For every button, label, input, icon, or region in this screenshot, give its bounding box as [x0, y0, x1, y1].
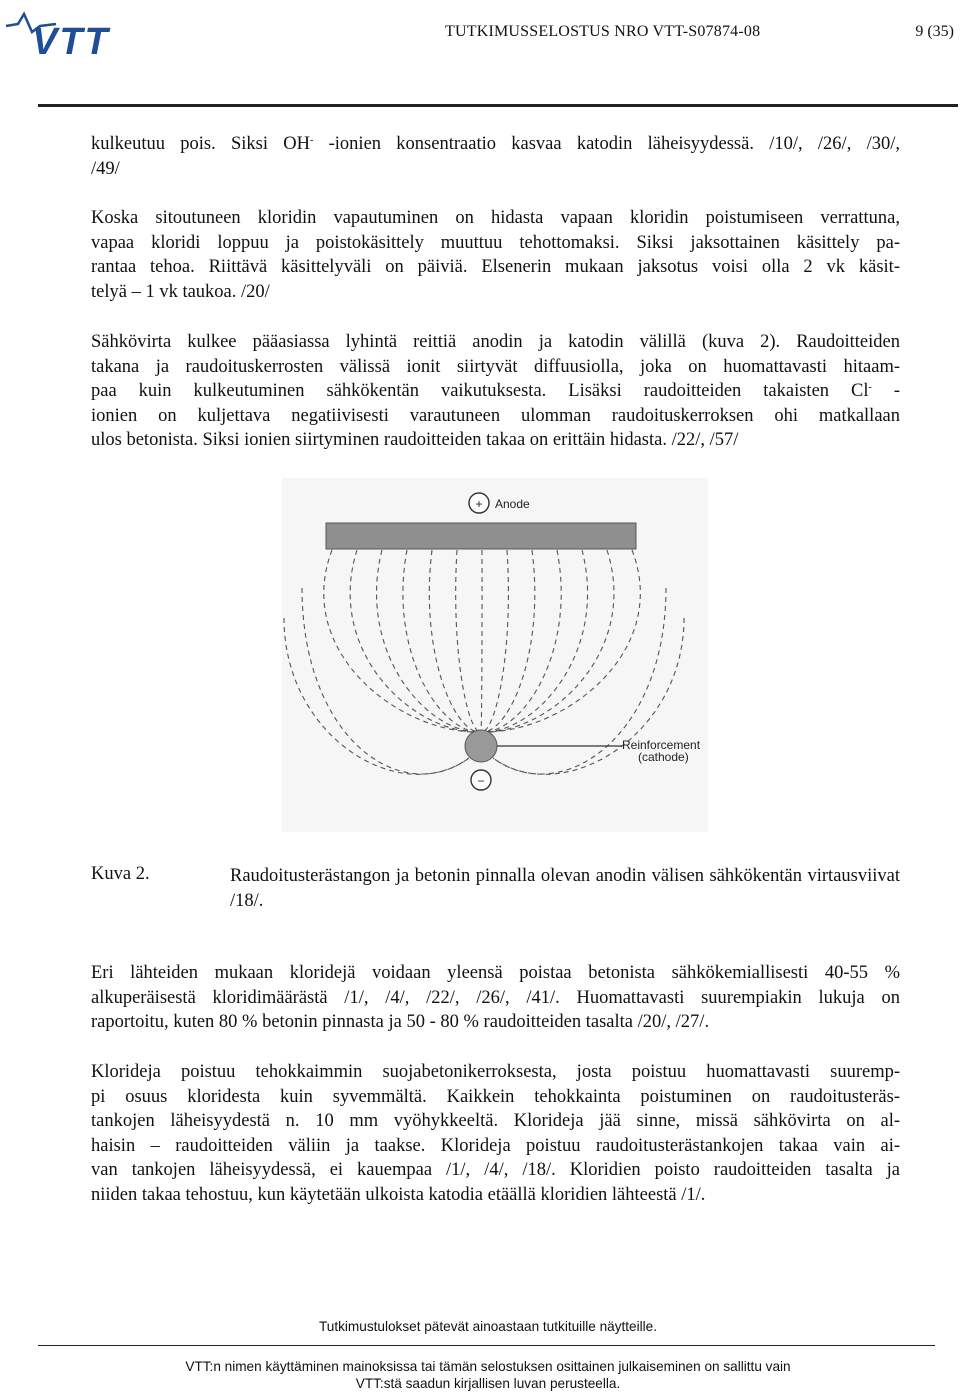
text-line: telyä – 1 vk taukoa. /20/ [91, 281, 270, 302]
footer-legal-line: VTT:n nimen käyttäminen mainoksissa tai tämän selostuksen osittainen julkaiseminen on sallittu vain [185, 1359, 791, 1374]
text-line: alkuperäisestä kloridimäärästä /1/, /4/, /22/, /26/, /41/. Huomattavasti suurempiakin lukuja on [91, 987, 900, 1008]
text-line: tankojen läheisyydestä n. 10 mm vyöhykkeeltä. Klorideja jää sinne, missä sähkövirta on al- [91, 1111, 900, 1132]
text-line: kulkeutuu pois. Siksi OH- -ionien konsentraatio kasvaa katodin läheisyydessä. /10/, /26/, /30/, [91, 134, 900, 154]
paragraph-4 [91, 961, 900, 1035]
text-line: Klorideja poistuu tehokkaimmin suojabetonikerroksesta, josta poistuu huomattavasti suuremp- [91, 1062, 900, 1082]
logo-text: VTT [32, 21, 110, 60]
figure-caption-text: Raudoitusterästangon ja betonin pinnalla olevan anodin välisen sähkökentän virtausviivat /18/. [230, 866, 900, 911]
text-line: /49/ [91, 158, 120, 179]
cathode-rebar [465, 730, 497, 762]
text-line: raportoitu, kuten 80 % betonin pinnasta ja 50 - 80 % raudoitteiden tasalta /20/, /27/. [91, 1012, 710, 1033]
text-line: Sähkövirta kulkee pääasiassa lyhintä reittiä anodin ja katodin välillä (kuva 2). Raudoitteiden [91, 332, 900, 352]
text-line: vapaa kloridi loppuu ja poistokäsittely muuttuu tehottomaksi. Siksi jaksottainen käsittely pa- [91, 232, 900, 253]
vtt-logo [2, 4, 142, 60]
text-line: rantaa tehoa. Riittävä käsittelyväli on päiviä. Elsenerin mukaan jaksotus voisi olla 2 vk käsit- [91, 257, 900, 278]
anode-label: Anode [495, 497, 530, 511]
cathode-label: (cathode) [638, 750, 689, 764]
svg-text:−: − [477, 774, 485, 788]
footer-divider [38, 1345, 935, 1346]
text-line: ionien on kuljettava negatiivisesti varautuneen ulomman raudoituskerroksen ohi matkallaan [91, 405, 900, 426]
text-line: niiden takaa tehostuu, kun käytetään ulkoista katodia etäällä kloridien lähteestä /1/. [91, 1184, 706, 1205]
text-line: ulos betonista. Siksi ionien siirtyminen raudoitteiden takaa on erittäin hidasta. /22/, /57/ [91, 430, 739, 451]
text-line: haisin – raudoitteiden väliin ja taakse. Klorideja poistuu raudoitusterästankojen takaa vain ai- [91, 1135, 900, 1156]
text-line: takana ja raudoituskerrosten välissä ionit siirtyvät diffuusiolla, joka on huomattavasti hitaam- [91, 356, 900, 377]
text-line: Eri lähteiden mukaan kloridejä voidaan yleensä poistaa betonista sähkökemiallisesti 40-55 % [91, 963, 900, 983]
header-divider [38, 104, 958, 107]
text-line: van tankojen läheisyydessä, ei kauempaa /1/, /4/, /18/. Kloridien poisto raudoitteiden tasalta ja [91, 1160, 900, 1181]
text-line: paa kuin kulkeutuminen sähkökentän vaikutuksesta. Lisäksi raudoitteiden takaisten Cl- - [91, 381, 900, 402]
text-line: pi osuus kloridesta kuin syvemmältä. Kaikkein tehokkainta poistuminen on raudoitusteräs- [91, 1086, 900, 1107]
paragraph-1 [91, 132, 900, 181]
footer-legal-line: VTT:stä saadun kirjallisen luvan perusteella. [355, 1376, 621, 1391]
svg-text:+: + [475, 497, 483, 511]
anode-bar [326, 523, 636, 549]
figure-caption-label: Kuva 2. [91, 864, 150, 884]
paragraph-5 [91, 1060, 900, 1208]
electric-field-figure [282, 478, 708, 832]
report-title: TUTKIMUSSELOSTUS NRO VTT-S07874-08 [445, 23, 761, 40]
footer-legal [0, 1358, 960, 1392]
reinforcement-label: Reinforcement [622, 738, 701, 752]
paragraph-2 [91, 206, 900, 304]
paragraph-3 [91, 330, 900, 453]
footer-note: Tutkimustulokset pätevät ainoastaan tutkituille näytteille. [318, 1319, 657, 1334]
text-line: Koska sitoutuneen kloridin vapautuminen on hidasta vapaan kloridin poistumiseen verrattuna, [91, 208, 900, 228]
page-number: 9 (35) [915, 23, 954, 40]
